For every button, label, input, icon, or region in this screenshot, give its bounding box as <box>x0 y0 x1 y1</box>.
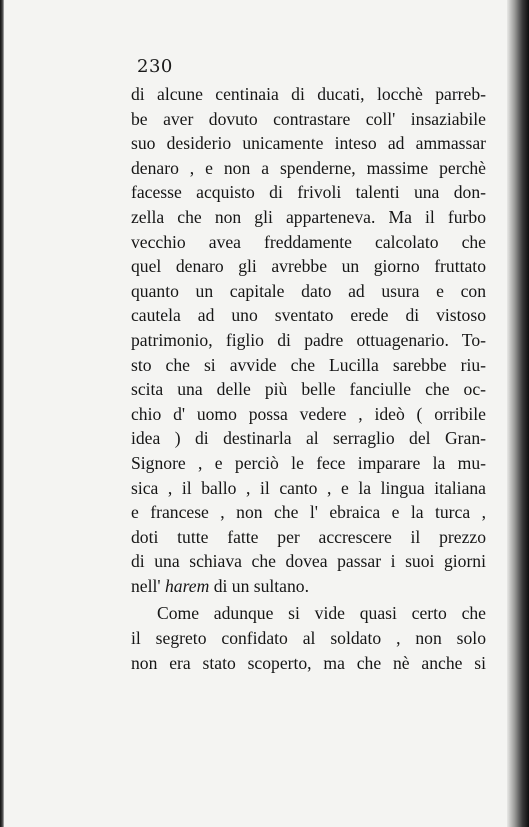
text-line: e francese , non che l' ebraica e la turca , <box>131 502 486 523</box>
text-line: il segreto confidato al soldato , non solo <box>131 628 486 649</box>
page-number: 230 <box>137 56 173 77</box>
text-line: suo desiderio unicamente inteso ad ammassar <box>131 133 486 154</box>
text-line: sto che si avvide che Lucilla sarebbe riu- <box>131 354 486 375</box>
scan-edge-right <box>507 0 529 827</box>
text-line: denaro , e non a spenderne, massime perchè <box>131 157 486 178</box>
text-segment: nell' <box>131 575 161 596</box>
text-line-last <box>131 574 486 599</box>
text-line: vecchio avea freddamente calcolato che <box>131 231 486 252</box>
body-text <box>131 82 486 675</box>
text-line: non era stato scoperto, ma che nè anche si <box>131 652 486 673</box>
text-line: quel denaro gli avrebbe un giorno fruttato <box>131 256 486 277</box>
scan-edge-left <box>0 0 4 827</box>
text-line: sica , il ballo , il canto , e la lingua italiana <box>131 477 486 498</box>
text-line: be aver dovuto contrastare coll' insaziabile <box>131 108 486 129</box>
text-line: scita una delle più belle fanciulle che oc- <box>131 379 486 400</box>
text-line: cautela ad uno sventato erede di vistoso <box>131 305 486 326</box>
text-line: idea ) di destinarla al serraglio del Gran- <box>131 428 486 449</box>
text-line: quanto un capitale dato ad usura e con <box>131 280 486 301</box>
text-line: facesse acquisto di frivoli talenti una don- <box>131 182 486 203</box>
text-line: patrimonio, figlio di padre ottuagenario. To- <box>131 329 486 350</box>
text-line: di alcune centinaia di ducati, locchè parreb- <box>131 84 486 104</box>
text-line: di una schiava che dovea passar i suoi giorni <box>131 551 486 572</box>
italic-word: harem <box>164 575 210 596</box>
text-line: Signore , e perciò le fece imparare la mu- <box>131 452 486 473</box>
text-segment: di un sultano. <box>213 575 309 596</box>
text-line: chio d' uomo possa vedere , ideò ( orribile <box>131 403 486 424</box>
text-line: doti tutte fatte per accrescere il prezzo <box>131 526 486 547</box>
text-line: Come adunque si vide quasi certo che <box>157 603 486 624</box>
text-line: zella che non gli apparteneva. Ma il furbo <box>131 206 486 227</box>
